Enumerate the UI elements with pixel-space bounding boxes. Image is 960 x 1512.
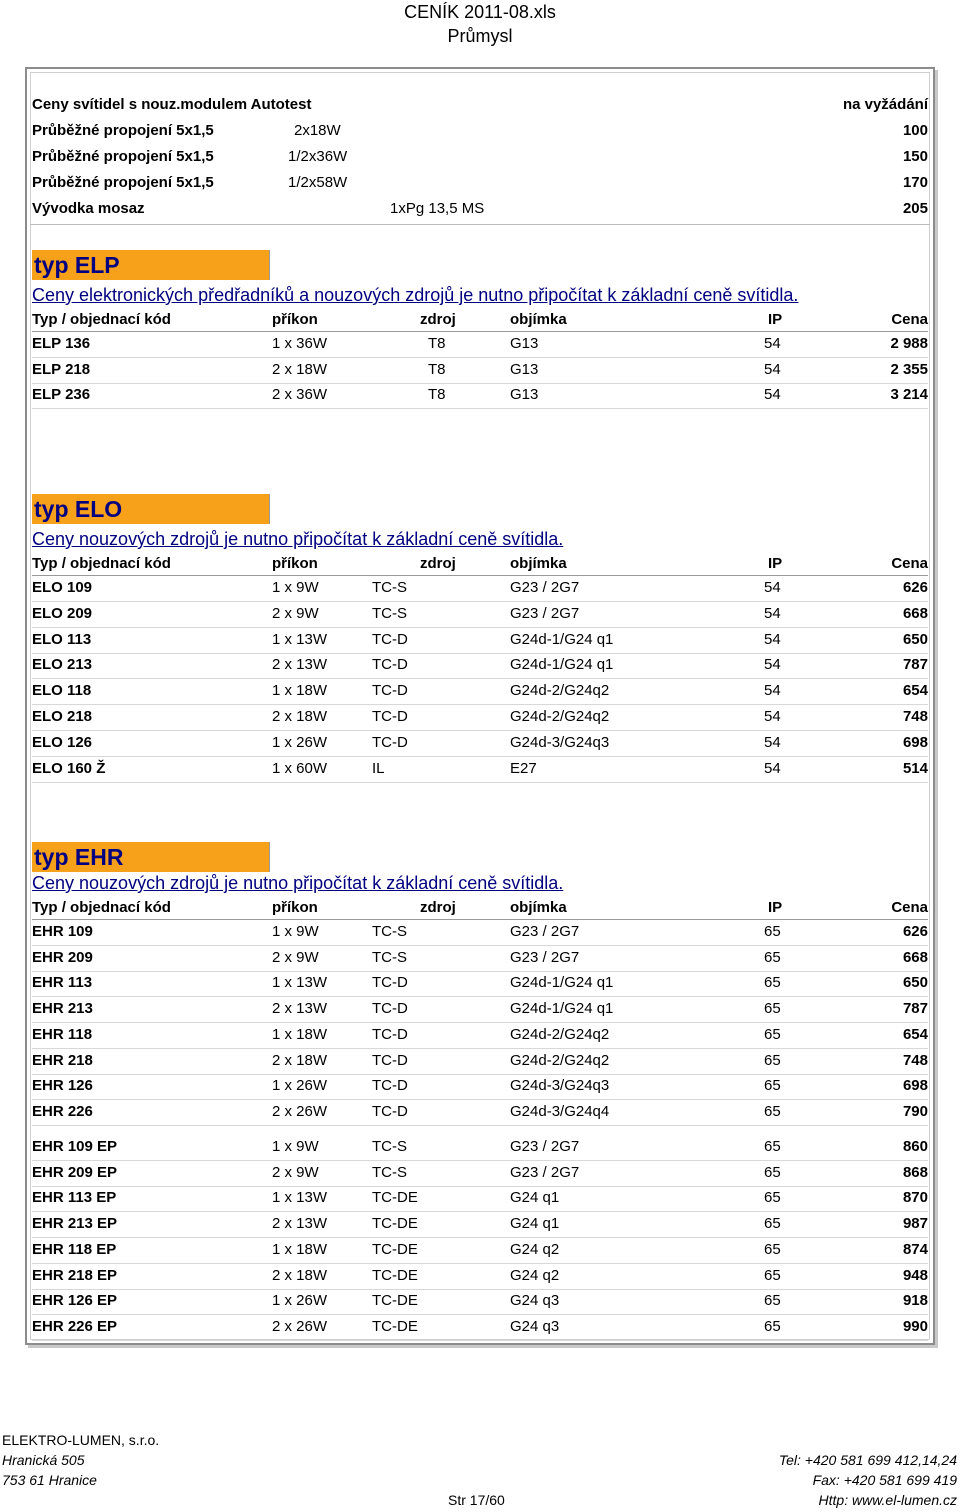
table-row (32, 382, 928, 409)
cell-ip: 65 (764, 1102, 781, 1120)
type-elo-header (32, 494, 270, 524)
cell-ip: 54 (764, 360, 781, 378)
top-row (32, 144, 928, 170)
cell-socket: G24 q2 (510, 1240, 560, 1258)
cell-source: TC-S (372, 923, 407, 940)
cell-source: TC-S (372, 948, 407, 966)
col-price-label: Cena (891, 311, 928, 328)
table-row (32, 1048, 928, 1075)
cell-code: ELO 209 (32, 604, 93, 622)
cell-socket: G23 / 2G7 (510, 1163, 580, 1181)
cell-source: TC-D (372, 1000, 408, 1018)
table-row (32, 704, 928, 731)
cell-code: EHR 213 (32, 1000, 93, 1018)
cell-power: 2 x 9W (272, 1163, 319, 1181)
cell-power: 2 x 13W (272, 1215, 328, 1233)
cell-code: ELP 218 (32, 360, 91, 378)
cell-source: TC-DE (372, 1189, 418, 1207)
top-row-spec: 2x18W (294, 122, 341, 139)
table-row (32, 678, 928, 705)
table-row (32, 1022, 928, 1049)
cell-code: EHR 226 EP (32, 1317, 118, 1335)
cell-socket: G24d-2/G24q2 (510, 1051, 610, 1069)
col-ip-label: IP (768, 899, 783, 916)
cell-power: 1 x 13W (272, 974, 328, 992)
elo-note: Ceny nouzových zdrojů je nutno připočítat k základní ceně svítidla. (32, 529, 564, 549)
cell-code: ELO 109 (32, 579, 93, 596)
cell-socket: G23 / 2G7 (510, 923, 580, 940)
cell-price: 868 (902, 1163, 928, 1181)
cell-socket: G24d-3/G24q4 (510, 1102, 610, 1120)
table-row (32, 1185, 928, 1212)
cell-ip: 54 (764, 682, 781, 700)
cell-price: 3 214 (890, 386, 928, 404)
table-row (32, 575, 928, 602)
cell-power: 1 x 9W (272, 579, 319, 596)
cell-ip: 65 (764, 1163, 781, 1181)
cell-power: 2 x 9W (272, 604, 319, 622)
cell-socket: G24 q2 (510, 1266, 560, 1284)
cell-code: ELO 126 (32, 733, 93, 751)
ehr-note: Ceny nouzových zdrojů je nutno připočítat k základní ceně svítidla. (32, 873, 564, 893)
col-power-label: příkon (272, 555, 318, 572)
cell-price: 787 (902, 1000, 928, 1018)
cell-code: EHR 118 (32, 1025, 93, 1043)
cell-ip: 65 (764, 1077, 781, 1095)
col-power-label: příkon (272, 311, 318, 328)
cell-power: 2 x 9W (272, 948, 319, 966)
table-row (32, 1073, 928, 1100)
top-row-spec: 1xPg 13,5 MS (390, 200, 485, 217)
cell-ip: 54 (764, 579, 781, 596)
cell-ip: 54 (764, 604, 781, 622)
table-row (32, 919, 928, 946)
table-row (32, 996, 928, 1023)
top-row-price: 100 (902, 122, 928, 139)
cell-code: EHR 209 (32, 948, 93, 966)
cell-socket: G24 q1 (510, 1215, 560, 1233)
col-price-label: Cena (891, 899, 928, 916)
table-row (32, 1263, 928, 1290)
cell-ip: 65 (764, 948, 781, 966)
table-row (32, 945, 928, 972)
cell-power: 2 x 18W (272, 1051, 328, 1069)
cell-power: 2 x 36W (272, 386, 328, 404)
table-row (32, 1134, 928, 1161)
table-row (32, 331, 928, 358)
cell-power: 1 x 60W (272, 759, 328, 777)
cell-code: EHR 218 EP (32, 1266, 118, 1284)
cell-code: EHR 126 (32, 1077, 93, 1095)
top-row-name: Průběžné propojení 5x1,5 (32, 148, 214, 165)
cell-price: 654 (902, 1025, 928, 1043)
table-row (32, 1099, 928, 1126)
cell-source: T8 (428, 335, 446, 352)
table-row (32, 1237, 928, 1264)
cell-code: EHR 109 EP (32, 1138, 118, 1155)
cell-price: 787 (902, 656, 928, 674)
cell-power: 1 x 26W (272, 733, 328, 751)
cell-power: 1 x 9W (272, 1138, 319, 1155)
cell-socket: G23 / 2G7 (510, 948, 580, 966)
cell-socket: G24 q1 (510, 1189, 560, 1207)
cell-source: IL (372, 759, 385, 777)
cell-power: 2 x 26W (272, 1102, 328, 1120)
cell-power: 1 x 9W (272, 923, 319, 940)
cell-power: 1 x 13W (272, 1189, 328, 1207)
col-source-label: zdroj (420, 899, 456, 916)
cell-ip: 54 (764, 708, 781, 725)
cell-price: 948 (902, 1266, 928, 1284)
col-code-label: Typ / objednací kód (32, 899, 171, 916)
cell-source: TC-S (372, 1138, 407, 1155)
section-divider (30, 224, 930, 225)
cell-code: ELP 136 (32, 335, 91, 352)
footer-company: ELEKTRO-LUMEN, s.r.o. (2, 1432, 160, 1448)
top-row-price: 150 (902, 148, 928, 165)
top-row-price: 205 (902, 200, 928, 217)
autotest-title-row (32, 92, 928, 118)
cell-price: 874 (902, 1240, 928, 1258)
cell-code: EHR 113 (32, 974, 93, 992)
cell-code: ELO 160 Ž (32, 759, 106, 777)
footer-web: Http: www.el-lumen.cz (818, 1492, 957, 1508)
cell-ip: 65 (764, 923, 781, 940)
cell-socket: G13 (510, 360, 539, 378)
cell-ip: 65 (764, 1138, 781, 1155)
col-power-label: příkon (272, 899, 318, 916)
cell-power: 1 x 18W (272, 1025, 328, 1043)
cell-socket: G24d-1/G24 q1 (510, 656, 614, 674)
cell-power: 1 x 36W (272, 335, 328, 352)
col-code-label: Typ / objednací kód (32, 311, 171, 328)
cell-power: 1 x 26W (272, 1292, 328, 1310)
document-title: CENÍK 2011-08.xls (404, 2, 556, 22)
cell-source: TC-DE (372, 1317, 418, 1335)
cell-source: TC-D (372, 974, 408, 992)
cell-price: 626 (902, 579, 928, 596)
cell-source: TC-DE (372, 1292, 418, 1310)
cell-ip: 65 (764, 974, 781, 992)
cell-source: TC-D (372, 1051, 408, 1069)
cell-ip: 65 (764, 1025, 781, 1043)
cell-code: EHR 209 EP (32, 1163, 118, 1181)
cell-source: T8 (428, 360, 446, 378)
type-elo-label: typ ELO (34, 496, 123, 522)
cell-socket: G24d-1/G24 q1 (510, 630, 614, 648)
cell-source: TC-DE (372, 1215, 418, 1233)
cell-power: 1 x 13W (272, 630, 328, 648)
cell-source: TC-S (372, 604, 407, 622)
cell-socket: G24d-3/G24q3 (510, 733, 610, 751)
cell-price: 698 (902, 1077, 928, 1095)
cell-socket: E27 (510, 759, 537, 777)
cell-price: 987 (902, 1215, 928, 1233)
cell-price: 668 (902, 948, 928, 966)
table-row (32, 1160, 928, 1187)
cell-ip: 65 (764, 1317, 781, 1335)
cell-socket: G23 / 2G7 (510, 1138, 580, 1155)
cell-socket: G24d-2/G24q2 (510, 708, 610, 725)
cell-source: TC-D (372, 682, 408, 700)
col-code-label: Typ / objednací kód (32, 555, 171, 572)
table-row (32, 1314, 928, 1341)
table-row (32, 756, 928, 783)
cell-price: 698 (902, 733, 928, 751)
cell-code: ELO 213 (32, 656, 93, 674)
cell-price: 870 (902, 1189, 928, 1207)
footer-fax: Fax: +420 581 699 419 (812, 1472, 957, 1488)
table-row (32, 601, 928, 628)
top-row (32, 118, 928, 144)
cell-ip: 65 (764, 1215, 781, 1233)
table-row (32, 357, 928, 384)
cell-socket: G24d-3/G24q3 (510, 1077, 610, 1095)
elo-column-header (32, 551, 928, 576)
cell-price: 626 (902, 923, 928, 940)
top-row-name: Průběžné propojení 5x1,5 (32, 174, 214, 191)
top-row-spec: 1/2x36W (288, 148, 348, 165)
cell-ip: 54 (764, 630, 781, 648)
cell-ip: 65 (764, 1051, 781, 1069)
cell-price: 514 (902, 759, 928, 777)
table-row (32, 1211, 928, 1238)
document-subtitle: Průmysl (447, 26, 513, 46)
table-row (32, 627, 928, 654)
top-row (32, 170, 928, 196)
cell-socket: G13 (510, 386, 539, 404)
footer-tel: Tel: +420 581 699 412,14,24 (778, 1452, 957, 1468)
cell-socket: G24d-2/G24q2 (510, 1025, 610, 1043)
cell-source: TC-S (372, 579, 407, 596)
col-ip-label: IP (768, 311, 783, 328)
footer-city: 753 61 Hranice (2, 1472, 97, 1488)
cell-price: 748 (902, 708, 928, 725)
top-row-name: Vývodka mosaz (32, 200, 145, 217)
cell-code: EHR 218 (32, 1051, 93, 1069)
table-row (32, 652, 928, 679)
cell-socket: G23 / 2G7 (510, 604, 580, 622)
cell-ip: 54 (764, 335, 781, 352)
cell-power: 1 x 18W (272, 1240, 328, 1258)
cell-source: TC-DE (372, 1266, 418, 1284)
cell-socket: G24d-1/G24 q1 (510, 974, 614, 992)
cell-price: 2 988 (890, 335, 928, 352)
cell-source: TC-S (372, 1163, 407, 1181)
cell-socket: G24d-1/G24 q1 (510, 1000, 614, 1018)
cell-price: 650 (902, 974, 928, 992)
table-row (32, 970, 928, 997)
cell-code: ELO 118 (32, 682, 92, 700)
col-socket-label: objímka (510, 555, 567, 572)
col-socket-label: objímka (510, 311, 567, 328)
cell-power: 1 x 18W (272, 682, 328, 700)
cell-code: EHR 226 (32, 1102, 93, 1120)
cell-ip: 65 (764, 1266, 781, 1284)
cell-source: TC-D (372, 733, 408, 751)
cell-ip: 54 (764, 759, 781, 777)
cell-power: 2 x 26W (272, 1317, 328, 1335)
cell-price: 860 (902, 1138, 928, 1155)
cell-price: 654 (902, 682, 928, 700)
cell-socket: G24d-2/G24q2 (510, 682, 610, 700)
cell-price: 918 (902, 1292, 928, 1310)
cell-ip: 54 (764, 386, 781, 404)
cell-ip: 65 (764, 1292, 781, 1310)
cell-source: TC-D (372, 656, 408, 674)
type-elp-header (32, 250, 270, 280)
cell-ip: 65 (764, 1240, 781, 1258)
cell-power: 2 x 18W (272, 1266, 328, 1284)
autotest-price-note: na vyžádání (842, 96, 928, 113)
cell-code: EHR 109 (32, 923, 93, 940)
cell-source: TC-D (372, 1102, 408, 1120)
cell-code: EHR 126 EP (32, 1292, 118, 1310)
top-row (32, 196, 928, 222)
type-ehr-label: typ EHR (34, 844, 124, 870)
cell-source: T8 (428, 386, 446, 404)
cell-source: TC-D (372, 708, 408, 725)
cell-ip: 65 (764, 1189, 781, 1207)
ehr-column-header (32, 895, 928, 920)
type-elp-label: typ ELP (34, 252, 120, 278)
cell-price: 668 (902, 604, 928, 622)
footer-page: Str 17/60 (448, 1492, 505, 1508)
footer-street: Hranická 505 (2, 1452, 85, 1468)
col-source-label: zdroj (420, 311, 456, 328)
cell-code: EHR 213 EP (32, 1215, 118, 1233)
cell-source: TC-D (372, 1025, 408, 1043)
cell-socket: G24 q3 (510, 1292, 560, 1310)
cell-power: 1 x 26W (272, 1077, 328, 1095)
top-row-price: 170 (902, 174, 928, 191)
cell-ip: 65 (764, 1000, 781, 1018)
cell-code: ELO 218 (32, 708, 93, 725)
cell-price: 748 (902, 1051, 928, 1069)
cell-price: 990 (902, 1317, 928, 1335)
cell-source: TC-DE (372, 1240, 418, 1258)
cell-socket: G23 / 2G7 (510, 579, 580, 596)
cell-price: 650 (902, 630, 928, 648)
autotest-title: Ceny svítidel s nouz.modulem Autotest (32, 96, 312, 113)
cell-socket: G24 q3 (510, 1317, 560, 1335)
col-source-label: zdroj (420, 555, 456, 572)
cell-price: 790 (902, 1102, 928, 1120)
cell-source: TC-D (372, 1077, 408, 1095)
col-ip-label: IP (768, 555, 783, 572)
col-price-label: Cena (891, 555, 928, 572)
top-row-name: Průběžné propojení 5x1,5 (32, 122, 214, 139)
cell-source: TC-D (372, 630, 408, 648)
cell-power: 2 x 18W (272, 360, 328, 378)
cell-ip: 54 (764, 733, 781, 751)
cell-power: 2 x 18W (272, 708, 328, 725)
cell-ip: 54 (764, 656, 781, 674)
cell-power: 2 x 13W (272, 656, 328, 674)
cell-code: EHR 113 EP (32, 1189, 117, 1207)
cell-price: 2 355 (890, 360, 928, 378)
type-ehr-header (32, 842, 270, 872)
cell-code: ELP 236 (32, 386, 91, 404)
cell-power: 2 x 13W (272, 1000, 328, 1018)
cell-code: EHR 118 EP (32, 1240, 117, 1258)
cell-code: ELO 113 (32, 630, 92, 648)
col-socket-label: objímka (510, 899, 567, 916)
cell-socket: G13 (510, 335, 539, 352)
top-row-spec: 1/2x58W (288, 174, 348, 191)
table-row (32, 1288, 928, 1315)
table-row (32, 730, 928, 757)
elp-column-header (32, 307, 928, 332)
elp-note: Ceny elektronických předřadníků a nouzových zdrojů je nutno připočítat k základní ceně svítidla. (32, 285, 799, 305)
